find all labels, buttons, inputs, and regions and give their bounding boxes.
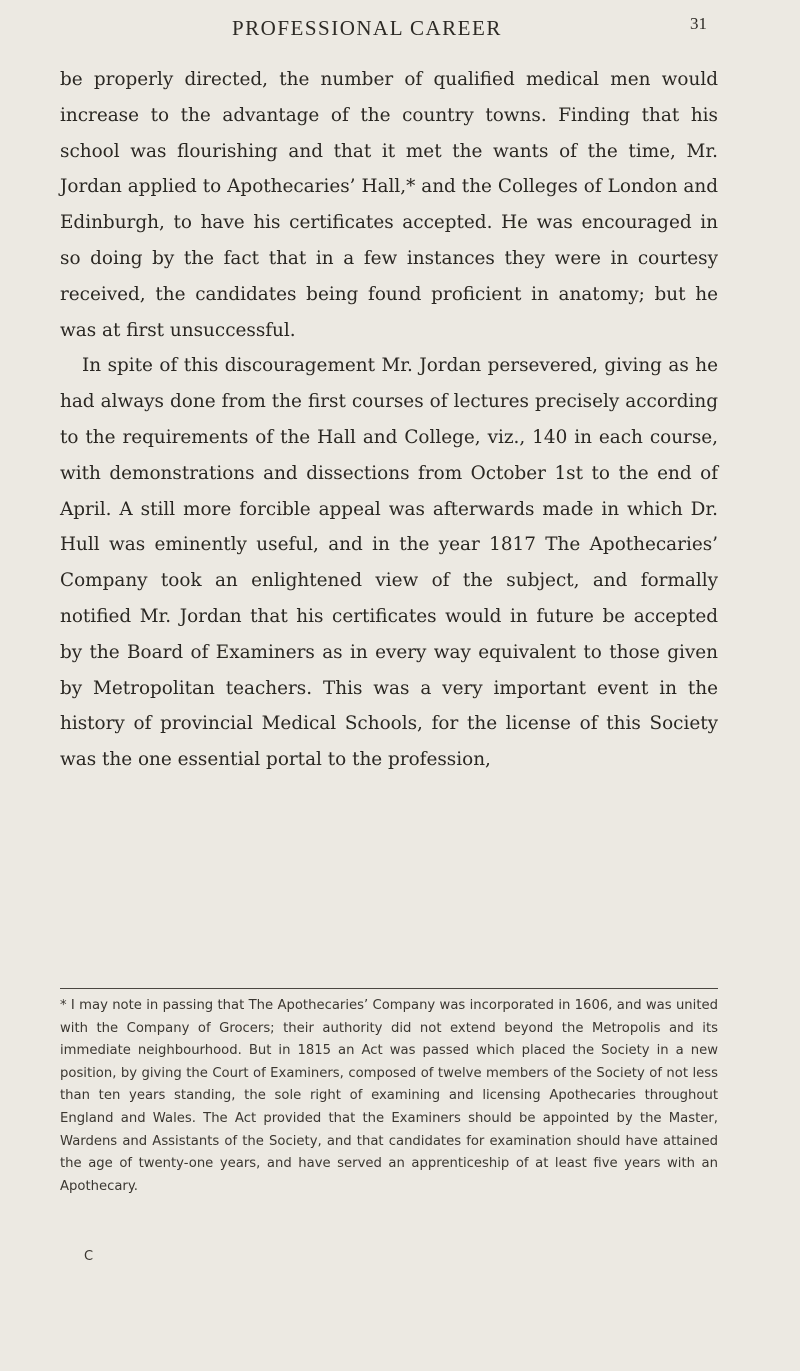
paragraph: In spite of this discouragement Mr. Jordan persevered, giving as he had always done from the first courses of lectures precisely according to the requirements of the Hall and College, viz., 140 in each course, with demonstrations and dissections from October 1st to the end of April. A still more forcible appeal was afterwards made in which Dr. Hull was eminently useful, and in the year 1817 The Apothecaries’ Company took an enlightened view of the subject, and formally notified Mr. Jordan that his certificates would in future be accepted by the Board of Examiners as in every way equivalent to those given by Metropolitan teachers. This was a very important event in the history of provincial Medical Schools, for the license of this Society was the one essential portal to the profession,	[60, 355, 718, 771]
signature-mark: C	[84, 1249, 94, 1264]
page-number: 31	[690, 14, 707, 33]
running-head	[0, 8, 800, 48]
footnote-text: * I may note in passing that The Apothecaries’ Company was incorporated in 1606, and was united with the Company of Grocers; their authority did not extend beyond the Metropolis and its immediate neighbourhood. But in 1815 an Act was passed which placed the Society in a new position, by giving the Court of Examiners, composed of twelve members of the Society of not less than ten years standing, the sole right of examining and licensing Apothecaries throughout England and Wales. The Act provided that the Examiners should be appointed by the Master, Wardens and Assistants of the Society, and that candidates for examination should have attained the age of twenty-one years, and have served an apprenticeship of at least five years with an Apothecary.	[60, 998, 718, 1194]
main-text	[60, 62, 718, 778]
running-title: PROFESSIONAL CAREER	[232, 16, 502, 40]
footnote	[60, 995, 718, 1198]
footnote-rule	[60, 988, 718, 989]
paragraph-continued: be properly directed, the number of qualified medical men would increase to the advantage of the country towns. Finding that his school was flourishing and that it met the wants of the time, Mr. Jordan applied to Apothecaries’ Hall,* and the Colleges of London and Edinburgh, to have his certificates accepted. He was encouraged in so doing by the fact that in a few instances they were in courtesy received, the candidates being found proficient in anatomy; but he was at first unsuccessful.	[60, 69, 718, 341]
